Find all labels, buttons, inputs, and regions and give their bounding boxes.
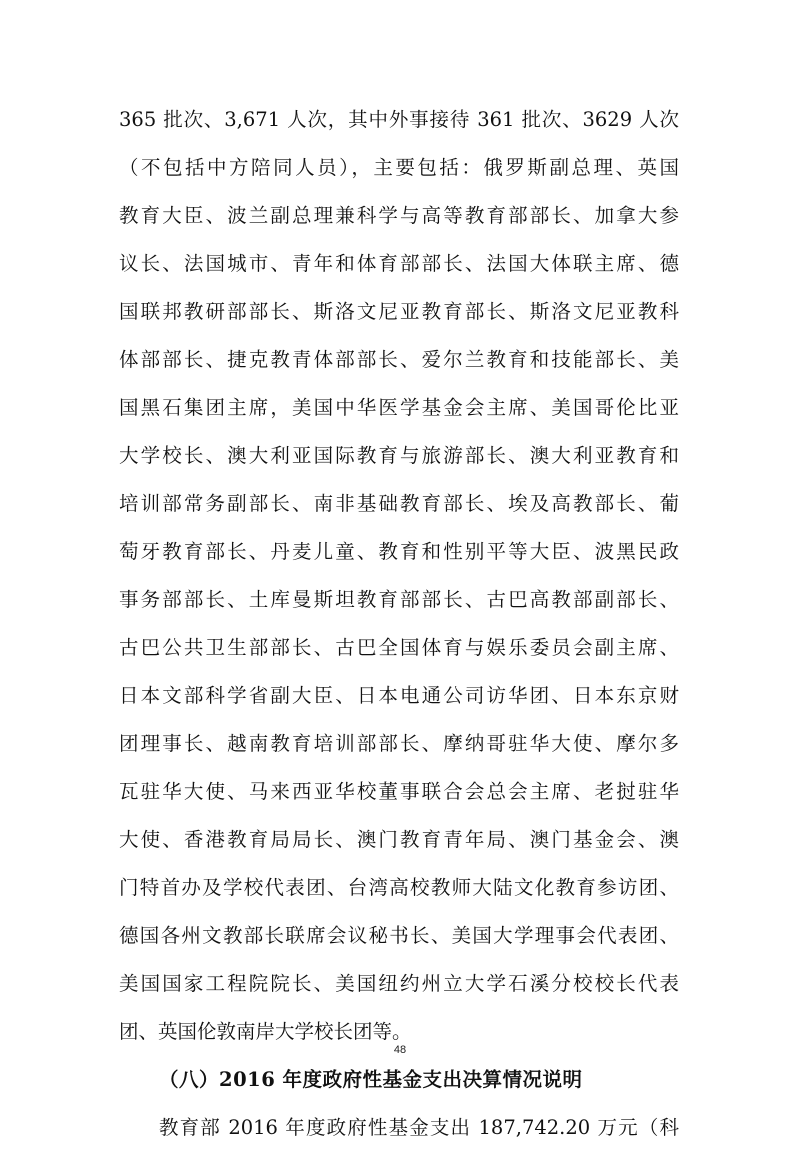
paragraph-line-16: 大使、香港教育局局长、澳门教育青年局、澳门基金会、澳: [119, 828, 679, 851]
paragraph-line-18: 德国各州文教部长联席会议秘书长、美国大学理事会代表团、: [119, 924, 679, 947]
paragraph-line-8: 大学校长、澳大利亚国际教育与旅游部长、澳大利亚教育和: [119, 444, 679, 467]
paragraph-line-6: 体部部长、捷克教青体部部长、爱尔兰教育和技能部长、美: [119, 348, 679, 371]
paragraph-line-3: 教育大臣、波兰副总理兼科学与高等教育部部长、加拿大参: [119, 204, 679, 227]
paragraph-line-9: 培训部常务副部长、南非基础教育部长、埃及高教部长、葡: [119, 492, 679, 515]
paragraph-line-1: 365 批次、3,671 人次，其中外事接待 361 批次、3629 人次: [119, 108, 679, 131]
paragraph-line-12: 古巴公共卫生部部长、古巴全国体育与娱乐委员会副主席、: [119, 636, 679, 659]
paragraph-line-10: 萄牙教育部长、丹麦儿童、教育和性别平等大臣、波黑民政: [119, 540, 679, 563]
paragraph-line-14: 团理事长、越南教育培训部部长、摩纳哥驻华大使、摩尔多: [119, 732, 679, 755]
page-number: 48: [393, 1044, 407, 1056]
paragraph-line-19: 美国国家工程院院长、美国纽约州立大学石溪分校校长代表: [119, 972, 679, 995]
paragraph-line-13: 日本文部科学省副大臣、日本电通公司访华团、日本东京财: [119, 684, 679, 707]
paragraph-line-2: （不包括中方陪同人员），主要包括：俄罗斯副总理、英国: [119, 156, 679, 179]
paragraph-line-15: 瓦驻华大使、马来西亚华校董事联合会总会主席、老挝驻华: [119, 780, 679, 803]
section-first-line: 教育部 2016 年度政府性基金支出 187,742.20 万元（科: [159, 1116, 679, 1139]
section-heading: （八）2016 年度政府性基金支出决算情况说明: [159, 1068, 583, 1091]
paragraph-line-5: 国联邦教研部部长、斯洛文尼亚教育部长、斯洛文尼亚教科: [119, 300, 679, 323]
paragraph-line-17: 门特首办及学校代表团、台湾高校教师大陆文化教育参访团、: [119, 876, 679, 899]
paragraph-line-11: 事务部部长、土库曼斯坦教育部部长、古巴高教部副部长、: [119, 588, 679, 611]
paragraph-line-20: 团、英国伦敦南岸大学校长团等。: [119, 1020, 412, 1043]
document-body: [119, 96, 679, 1152]
paragraph-line-4: 议长、法国城市、青年和体育部部长、法国大体联主席、德: [119, 252, 679, 275]
paragraph-line-7: 国黑石集团主席，美国中华医学基金会主席、美国哥伦比亚: [119, 396, 679, 419]
